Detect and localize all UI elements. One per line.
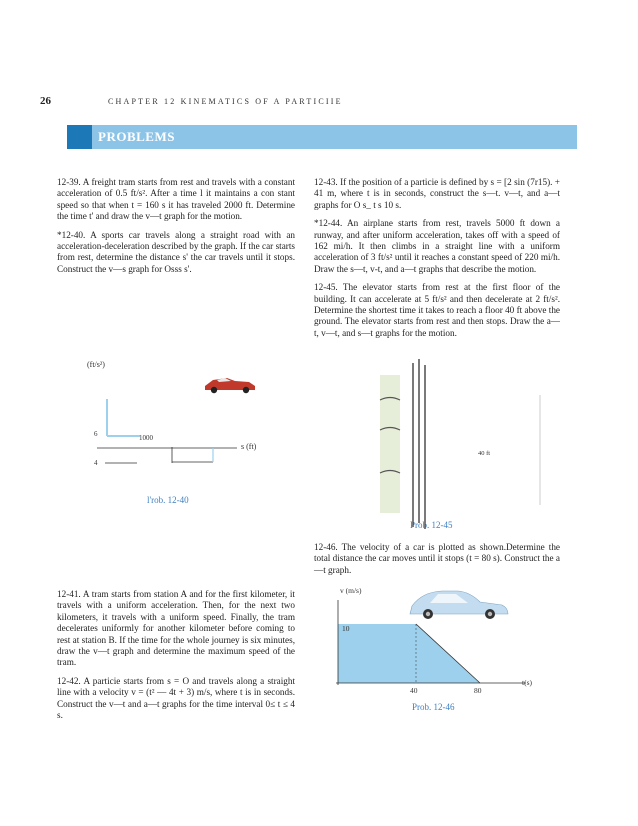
sports-car-icon (205, 378, 255, 393)
left-column-bottom (57, 589, 295, 721)
t-tick-80: 80 (474, 686, 482, 695)
v-axis-label: v (m/s) (340, 586, 362, 595)
figure-12-46 (330, 580, 560, 720)
y-axis-label: (ft/s²) (87, 360, 105, 369)
figure-12-40 (55, 350, 305, 510)
figure-12-45-caption: Prob. 12-45 (410, 520, 453, 530)
problem-12-42: 12-42. A particie starts from s = O and travels along a straight line with a velocity v = (t² — 4t + 3) m/s, where t is in seconds. Construct the v—t and a—t graphs for the time interval 0≤ t ≤ 4 s. (57, 675, 295, 721)
chapter-header: CHAPTER 12 KINEMATICS OF A PARTICIIE (108, 97, 343, 106)
velocity-time-graph (330, 580, 560, 720)
left-column-top (57, 177, 295, 275)
height-label: 40 ft (478, 450, 491, 457)
v-tick-10: 10 (342, 624, 350, 633)
problem-12-45: 12-45. The elevator starts from rest at the first floor of the building. It can accelerate at 5 ft/s² and then decelerate at 2 ft/s². Determine the shortest time it takes to reach a floor 40 ft above the ground. The elevator starts from rest and then stops. Draw the a—t, v—t, and s—t graphs for the motion. (314, 282, 560, 338)
problem-12-44: *12-44. An airplane starts from rest, travels 5000 ft down a runway, and after uniform acceleration, takes off with a speed of 162 mi/h. It then climbs in a straight line with a uniform acceleration of 3 ft/s² until it reaches a constant speed of 220 mi/h. Draw the s—t, v-t, and a—t graphs that describe the motion. (314, 218, 560, 274)
problem-12-40: *12-40. A sports car travels along a straight road with an acceleration-deceleration described by the graph. If the car starts from rest, determine the distance s' the car travels until it stops. Construct the v—s graph for Osss s'. (57, 229, 295, 274)
figure-12-46-caption: Prob. 12-46 (412, 702, 455, 712)
problem-12-46: 12-46. The velocity of a car is plotted as shown.Determine the total distance the car moves until it stops (t = 80 s). Construct the a—t graph. (314, 542, 560, 575)
page-number: 26 (40, 95, 51, 107)
elevator-diagram (370, 355, 560, 535)
banner-accent (67, 125, 92, 149)
problem-12-43: 12-43. If the position of a particie is defined by s = [2 sin (7r15). + 41 m, where t is in seconds, construct the s—t. v—t, and a—t graphs for O s_ t s 10 s. (314, 177, 560, 210)
car-icon (410, 591, 508, 619)
tick-4: 4 (94, 459, 98, 467)
t-tick-40: 40 (410, 686, 418, 695)
problem-12-41: 12-41. A tram starts from station A and for the first kilometer, it travels with a uniform acceleration. Then, for the next two kilometers, it travels with a uniform speed. Finally, the tram decelerates uniformly for another kilometer before coming to rest at station B. If the time for the whole journey is six minutes, draw the v—t graph and determine the maximum speed of the tram. (57, 589, 295, 668)
figure-12-40-caption: l'rob. 12-40 (147, 495, 189, 505)
tick-6: 6 (94, 430, 98, 438)
right-column-bottom (314, 542, 560, 576)
building-wall (380, 375, 400, 513)
tick-1000: 1000 (139, 434, 153, 442)
velocity-area (338, 624, 480, 683)
banner-title: PROBLEMS (98, 129, 175, 144)
figure-12-40-graph (55, 350, 305, 510)
problem-12-39: 12-39. A freight tram starts from rest and travels with a constant acceleration of 0.5 ft/s². After a time l it maintains a con stant speed so that when t = 160 s it has traveled 2000 ft. Determine the time t' and draw the v—t graph for the motion. (57, 177, 295, 222)
s-axis-label: s (ft) (241, 442, 257, 451)
figure-12-45 (370, 355, 560, 535)
right-column-top (314, 177, 560, 339)
t-axis-label: t(s) (522, 678, 532, 687)
